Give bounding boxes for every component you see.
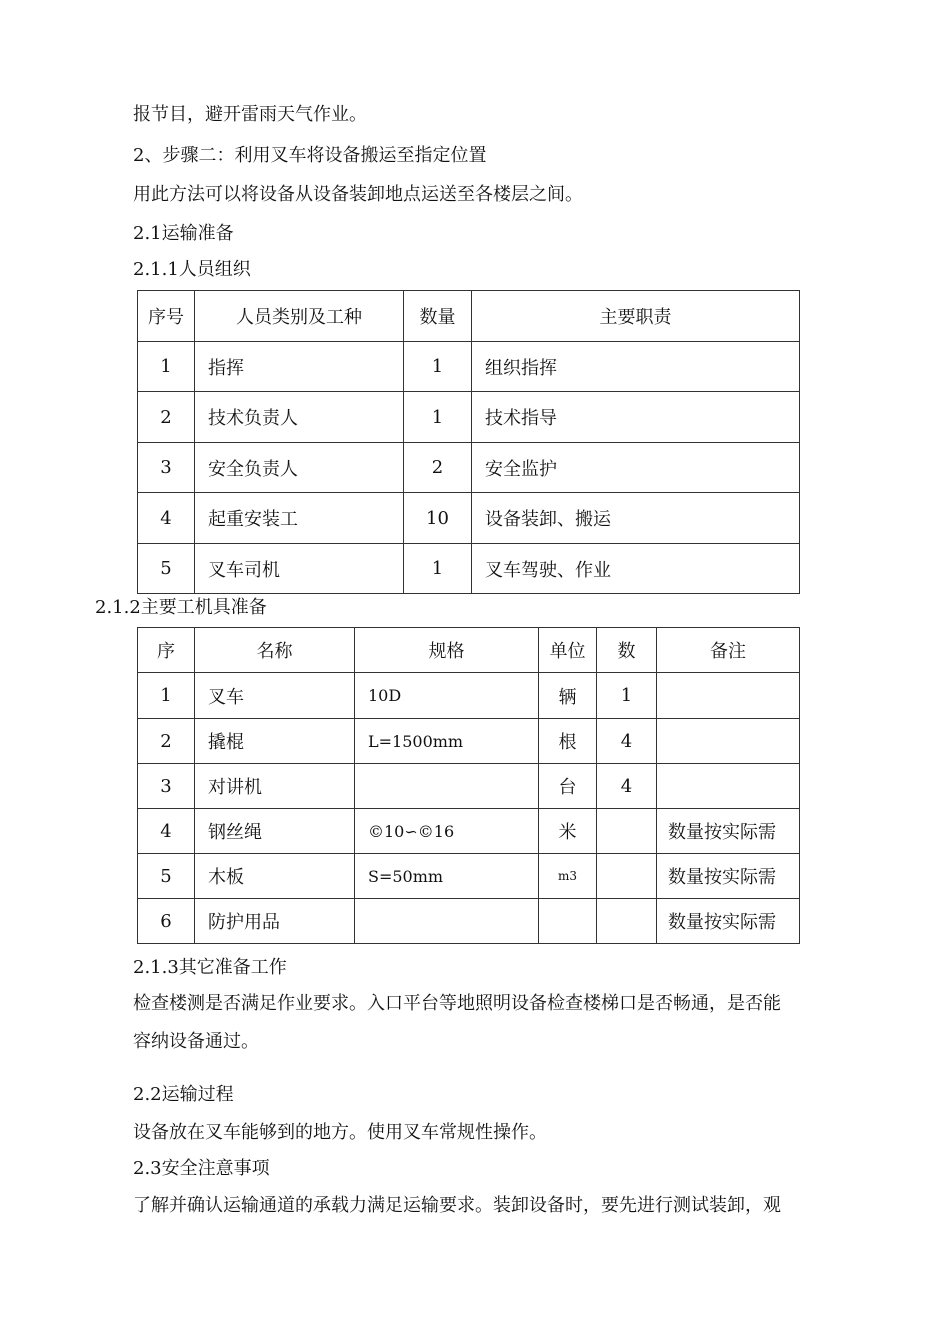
step-two-heading: 2、步骤二：利用叉车将设备搬运至指定位置 xyxy=(133,145,487,166)
table-cell: 1 xyxy=(404,342,472,392)
header-cell: 数 xyxy=(597,628,657,673)
table-cell xyxy=(657,673,800,719)
section-2-1-1-heading: 2.1.1人员组织 xyxy=(133,259,251,280)
table-cell: 5 xyxy=(138,544,195,594)
table-cell xyxy=(597,809,657,854)
table-cell: 4 xyxy=(138,809,195,854)
table-row xyxy=(138,392,800,443)
table-cell: L=1500mm xyxy=(355,719,539,764)
table-cell: 4 xyxy=(597,764,657,809)
table-cell: 根 xyxy=(539,719,597,764)
table-cell: 10D xyxy=(355,673,539,719)
table-header-row xyxy=(138,291,800,342)
table-cell xyxy=(355,899,539,944)
table-cell: 1 xyxy=(597,673,657,719)
table-cell: 5 xyxy=(138,854,195,899)
section-2-3-heading: 2.3安全注意事项 xyxy=(133,1158,270,1179)
table-cell: 安全负责人 xyxy=(195,443,404,493)
table-header-row xyxy=(138,628,800,673)
table-cell: 辆 xyxy=(539,673,597,719)
table-cell: 1 xyxy=(404,392,472,443)
table-cell xyxy=(597,899,657,944)
table-row xyxy=(138,764,800,809)
table-cell: 2 xyxy=(138,392,195,443)
table-cell: 1 xyxy=(404,544,472,594)
table-cell: 2 xyxy=(138,719,195,764)
table-cell: 米 xyxy=(539,809,597,854)
table-cell: 4 xyxy=(597,719,657,764)
table-cell: 防护用品 xyxy=(195,899,355,944)
method-paragraph: 用此方法可以将设备从设备装卸地点运送至各楼层之间。 xyxy=(133,184,583,205)
table-cell: 10 xyxy=(404,493,472,544)
section-2-2-heading: 2.2运输过程 xyxy=(133,1084,234,1105)
table-cell xyxy=(539,899,597,944)
header-cell: 序 xyxy=(138,628,195,673)
table-cell: 数量按实际需 xyxy=(657,809,800,854)
section-2-1-2-heading: 2.1.2主要工机具准备 xyxy=(95,597,267,618)
table-cell: 指挥 xyxy=(195,342,404,392)
header-cell: 数量 xyxy=(404,291,472,342)
table-cell: 设备装卸、搬运 xyxy=(472,493,800,544)
table-row xyxy=(138,899,800,944)
table-row xyxy=(138,342,800,392)
table-row xyxy=(138,493,800,544)
table-cell: 技术负责人 xyxy=(195,392,404,443)
table-row xyxy=(138,544,800,594)
table-cell: 台 xyxy=(539,764,597,809)
table-cell: 起重安装工 xyxy=(195,493,404,544)
table-row xyxy=(138,809,800,854)
table-cell: 叉车驾驶、作业 xyxy=(472,544,800,594)
table-cell: 组织指挥 xyxy=(472,342,800,392)
table-cell: 1 xyxy=(138,673,195,719)
table-cell: 对讲机 xyxy=(195,764,355,809)
table-cell xyxy=(597,854,657,899)
table-cell: 木板 xyxy=(195,854,355,899)
table-cell xyxy=(657,764,800,809)
header-cell: 单位 xyxy=(539,628,597,673)
header-cell: 序号 xyxy=(138,291,195,342)
table-cell: 3 xyxy=(138,443,195,493)
table-cell: 数量按实际需 xyxy=(657,899,800,944)
header-cell: 人员类别及工种 xyxy=(195,291,404,342)
table-cell: 1 xyxy=(138,342,195,392)
section-2-1-heading: 2.1运输准备 xyxy=(133,223,234,244)
table-row xyxy=(138,854,800,899)
other-prep-paragraph-line2: 容纳设备通过。 xyxy=(133,1031,259,1052)
table-cell: 技术指导 xyxy=(472,392,800,443)
table-cell: ©10∽©16 xyxy=(355,809,539,854)
table-cell: 2 xyxy=(404,443,472,493)
table-row xyxy=(138,673,800,719)
table-cell: 叉车 xyxy=(195,673,355,719)
table-cell: 3 xyxy=(138,764,195,809)
table-cell: 4 xyxy=(138,493,195,544)
table-cell: m3 xyxy=(539,854,597,899)
header-cell: 备注 xyxy=(657,628,800,673)
table-cell: 撬棍 xyxy=(195,719,355,764)
table-cell: S=50mm xyxy=(355,854,539,899)
table-cell: 钢丝绳 xyxy=(195,809,355,854)
header-cell: 规格 xyxy=(355,628,539,673)
table-cell: 6 xyxy=(138,899,195,944)
section-2-1-3-heading: 2.1.3其它准备工作 xyxy=(133,957,287,978)
table-cell: 安全监护 xyxy=(472,443,800,493)
personnel-table xyxy=(137,290,800,594)
tools-table xyxy=(137,627,800,944)
table-cell xyxy=(355,764,539,809)
table-cell: 叉车司机 xyxy=(195,544,404,594)
table-cell: 数量按实际需 xyxy=(657,854,800,899)
other-prep-paragraph-line1: 检查楼测是否满足作业要求。入口平台等地照明设备检查楼梯口是否畅通，是否能 xyxy=(133,993,781,1014)
table-row xyxy=(138,443,800,493)
table-row xyxy=(138,719,800,764)
header-cell: 名称 xyxy=(195,628,355,673)
safety-paragraph: 了解并确认运输通道的承载力满足运输要求。装卸设备时，要先进行测试装卸，观 xyxy=(133,1195,781,1216)
header-cell: 主要职责 xyxy=(472,291,800,342)
table-cell xyxy=(657,719,800,764)
paragraph-continuation: 报节目，避开雷雨天气作业。 xyxy=(133,104,367,125)
transport-process-paragraph: 设备放在叉车能够到的地方。使用叉车常规性操作。 xyxy=(133,1122,547,1143)
